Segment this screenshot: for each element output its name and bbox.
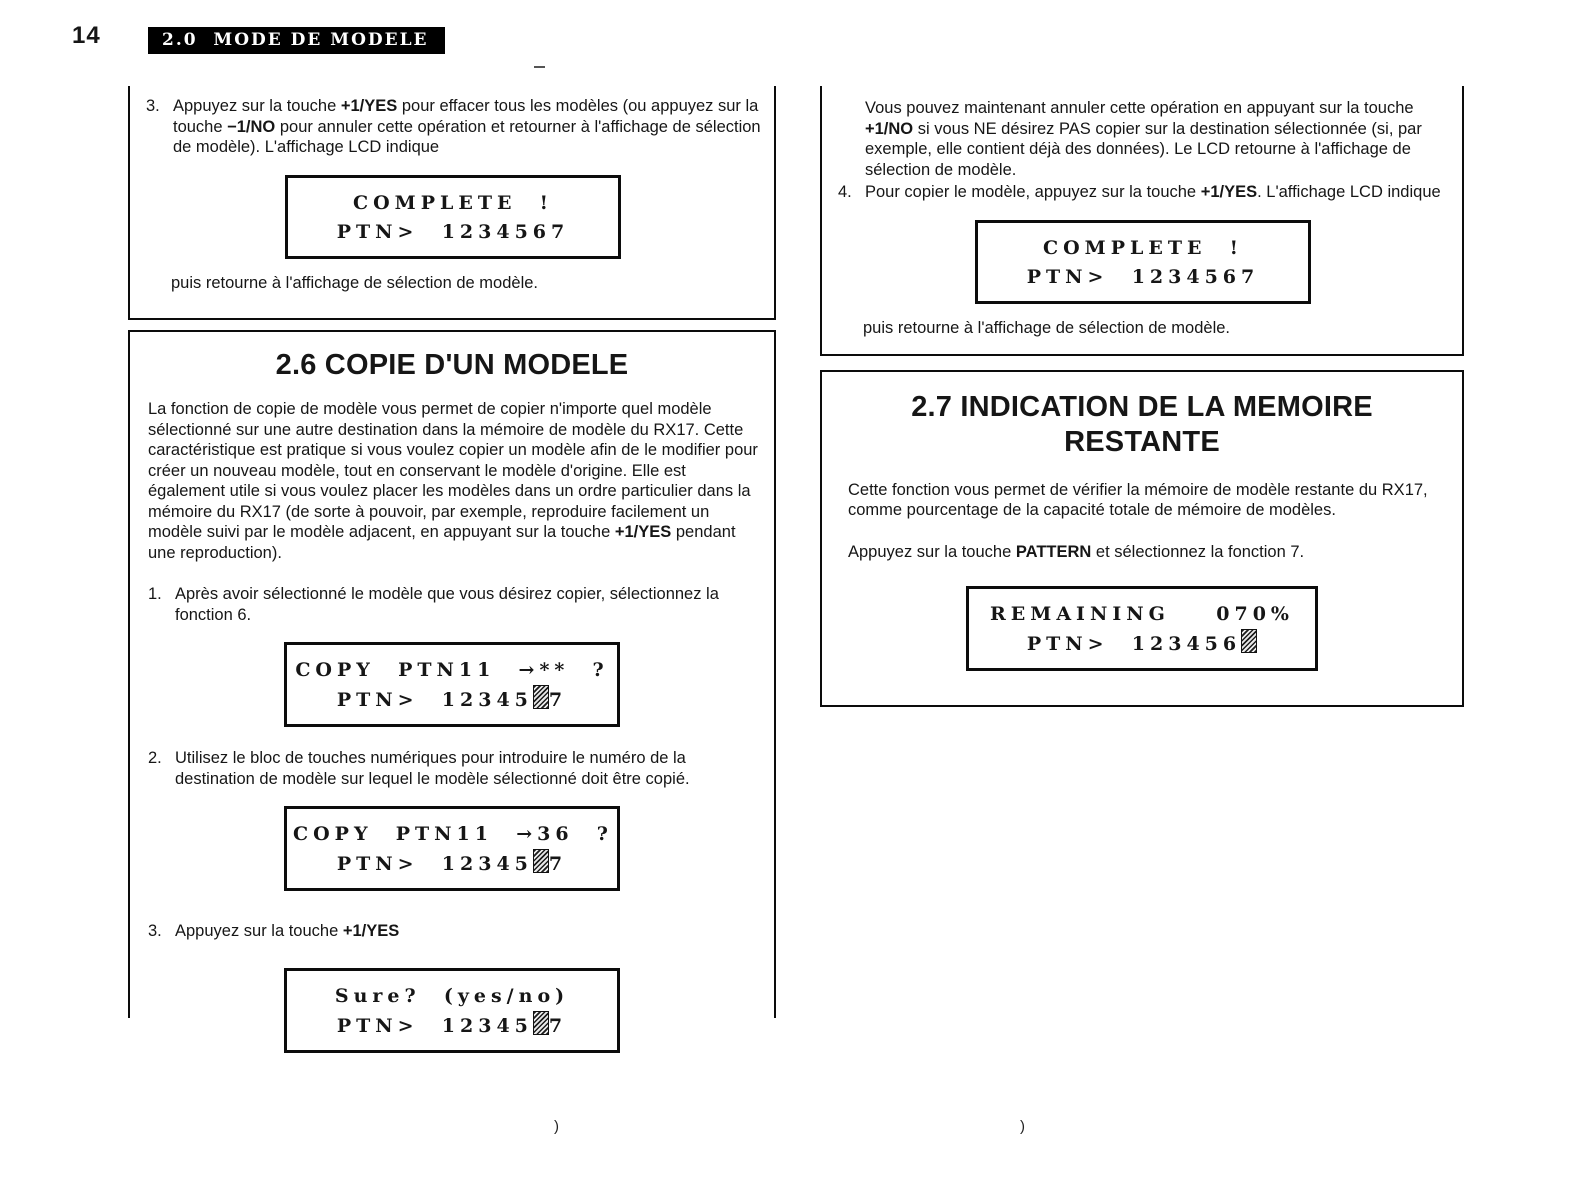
step-text: Pour copier le modèle, appuyez sur la touche +1/YES. L'affichage LCD indique (865, 183, 1441, 201)
lcd-display-sure-confirm (284, 968, 620, 1053)
lcd-text: PTN> 12345 (336, 689, 533, 711)
page-number: 14 (72, 22, 101, 49)
copy-continuation-box (820, 86, 1464, 356)
lcd-text: 7 (548, 1014, 568, 1037)
lcd-display-complete-left (285, 175, 621, 259)
step-item-4 (838, 182, 1450, 203)
step-text: Utilisez le bloc de touches numériques pour introduire le numéro de la destination de modèle sur lequel le modèle sélectionné doit être copié. (175, 749, 690, 788)
section-2-6-intro: La fonction de copie de modèle vous permet de copier n'importe quel modèle sélectionné sur une autre destination dans la mémoire de modèle du RX17. Cette caractéristique est pratique si vous voulez copier un modèle afin de le modifier pour créer un nouveau modèle, tout en conservant le modèle d'origine. Elle est également utile si vous voulez placer les modèles dans un ordre particulier dans la mémoire du RX17 (de sorte à pouvoir, par exemple, reproduire facilement un modèle suivi par le modèle adjacent, en appuyant sur la touche +1/YES pendant une reproduction). (148, 400, 758, 562)
step-number: 3. (146, 97, 160, 115)
scan-artifact-dash (534, 66, 545, 68)
continuation-paragraph (838, 98, 1450, 180)
lcd-line-2 (293, 849, 611, 879)
section-title-2-7: 2.7 INDICATION DE LA MEMOIRE RESTANTE (911, 390, 1373, 458)
lcd-text: PTN> 12345 (336, 1014, 533, 1037)
lcd-line-2 (293, 1011, 611, 1041)
step-number: 1. (148, 585, 162, 603)
lcd-text: 7 (548, 689, 568, 711)
step-number: 3. (148, 922, 162, 940)
lcd-display-copy-dest-unset (284, 642, 620, 727)
step-text: Appuyez sur la touche +1/YES (175, 922, 400, 940)
right-column (820, 86, 1464, 707)
lcd-line-1: COMPLETE ! (1042, 236, 1244, 259)
step-text: Vous pouvez maintenant annuler cette opération en appuyant sur la touche +1/NO si vous NE désirez PAS copier sur la destination sélectionnée (si, par exemple, elle contient déjà des données). Le LCD retourne à l'affichage de sélection de modèle. (865, 99, 1422, 179)
lcd-line-2: PTN> 1234567 (336, 220, 570, 243)
follow-up-text: puis retourne à l'affichage de sélection de modèle. (171, 273, 539, 292)
erase-confirmation-box (128, 86, 776, 320)
lcd-cursor-block (533, 849, 549, 873)
footer-print-mark: ) (554, 1118, 559, 1135)
lcd-line-1: COPY PTN11 →** ? (295, 659, 609, 681)
lcd-text: 7 (548, 853, 568, 875)
lcd-display-remaining-memory (966, 586, 1318, 671)
footer-print-mark: ) (1020, 1118, 1025, 1135)
section-2-7-par1: Cette fonction vous permet de vérifier la mémoire de modèle restante du RX17, comme pourcentage de la capacité totale de mémoire de modèles. (848, 480, 1428, 519)
step-item-3 (148, 921, 758, 942)
step-item-3 (146, 96, 762, 158)
follow-up-text: puis retourne à l'affichage de sélection de modèle. (863, 318, 1231, 337)
lcd-cursor-block (533, 1011, 549, 1035)
section-title-2-6: 2.6 COPIE D'UN MODELE (275, 349, 629, 381)
lcd-display-copy-dest-36 (284, 806, 620, 891)
chapter-badge: 2.0 MODE DE MODELE (148, 27, 445, 54)
lcd-cursor-block (533, 685, 549, 709)
lcd-line-2 (975, 629, 1309, 659)
step-number: 4. (838, 183, 852, 201)
lcd-cursor-block (1241, 629, 1257, 653)
step-number: 2. (148, 749, 162, 767)
lcd-line-1: Sure? (yes/no) (334, 984, 570, 1007)
section-2-6 (128, 330, 776, 1037)
lcd-line-2 (293, 685, 611, 715)
lcd-display-complete-right (975, 220, 1311, 304)
step-item-2 (148, 748, 758, 789)
lcd-line-1: REMAINING 070% (990, 603, 1294, 625)
step-item-1 (148, 584, 758, 625)
lcd-line-2: PTN> 1234567 (1026, 265, 1260, 288)
lcd-line-1: COMPLETE ! (352, 191, 554, 214)
lcd-line-1: COPY PTN11 →36 ? (293, 823, 613, 845)
lcd-text: PTN> 123456 (1026, 633, 1242, 655)
section-2-7-par2: Appuyez sur la touche PATTERN et sélectionnez la fonction 7. (848, 542, 1305, 561)
left-column (128, 86, 776, 1037)
step-text: Appuyez sur la touche +1/YES pour effacer tous les modèles (ou appuyez sur la touche −1/NO pour annuler cette opération et retourner à l'affichage de sélection de modèle). L'affichage LCD indique (173, 97, 761, 156)
step-text: Après avoir sélectionné le modèle que vous désirez copier, sélectionnez la fonction 6. (175, 585, 719, 624)
section-2-7 (820, 370, 1464, 708)
lcd-text: PTN> 12345 (336, 853, 533, 875)
